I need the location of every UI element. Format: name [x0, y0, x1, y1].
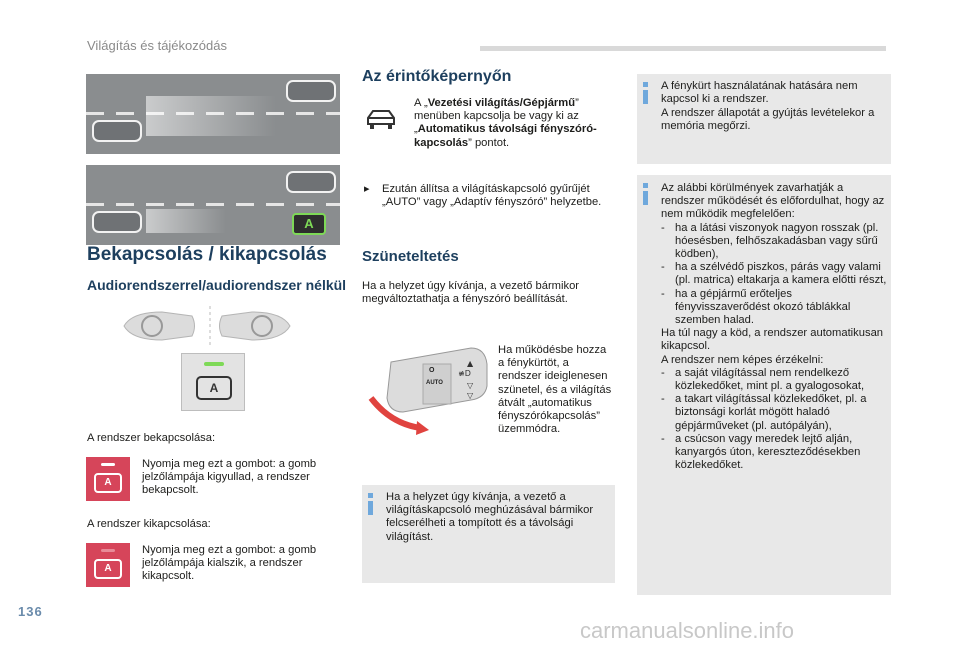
info-box-limitations	[637, 175, 891, 595]
road-illustration-low-beam	[86, 165, 340, 245]
subheading-audio: Audiorendszerrel/audiorendszer nélkül	[87, 277, 347, 293]
list-item: - a csúcson vagy meredek lejtő alján, kanyargós úton, kereszteződésekben közlekedőket.	[661, 432, 861, 472]
on-intro: A rendszer bekapcsolása:	[87, 432, 216, 444]
road-illustration-high-beam	[86, 74, 340, 154]
button-indicator-led	[204, 362, 224, 366]
fog-note: Ha túl nagy a köd, a rendszer automatikusan kikapcsol.	[661, 327, 884, 353]
section-heading-on-off: Bekapcsolás / kikapcsolás	[87, 244, 327, 265]
pause-heading: Szüneteltetés	[362, 248, 459, 265]
stalk-text: Ha működésbe hozza a fénykürtöt, a rendszer ideiglenesen szünetel, és a világítás átvált „automatikus fényszórókapcsolás” üzemmódra.	[498, 344, 612, 436]
touch-suffix: ” pontot.	[468, 136, 510, 149]
header-rule	[480, 46, 886, 51]
info1-line-1: A fénykürt használatának hatására nem kapcsol ki a rendszer.	[661, 80, 858, 106]
touch-menu-name: Vezetési világítás/Gépjármű	[427, 97, 576, 109]
list-item: - ha a látási viszonyok nagyon rosszak (pl. hóesésben, felhőszakadásban vagy sűrű ködben),	[661, 221, 879, 261]
touch-option-name: Automatikus távolsági fényszóró-kapcsolás	[414, 123, 597, 149]
watermark: carmanualsonline.info	[580, 618, 795, 643]
car-icon	[92, 211, 142, 233]
steering-wheels-icon	[122, 306, 292, 346]
auto-lamp-icon: A	[292, 213, 326, 235]
lane-line	[86, 203, 340, 206]
button-on-icon	[86, 457, 130, 501]
headlamp-a-icon: A	[94, 559, 122, 579]
step-text-content: Ezután állítsa a világításkapcsoló gyűrűjét „AUTO” vagy „Adaptív fényszóró” helyzetbe.	[382, 183, 602, 209]
page-number: 136	[18, 604, 43, 619]
car-icon	[286, 171, 336, 193]
list-item: - ha a gépjármű erőteljes fényvisszaverődést okozó táblákkal szemben halad.	[661, 287, 851, 327]
headlight-beam	[146, 209, 226, 233]
headlamp-a-icon: A	[94, 473, 122, 493]
pause-text: Ha a helyzet úgy kívánja, a vezető bármikor megváltoztathatja a fényszóró beállítását.	[362, 280, 580, 306]
svg-text:▽: ▽	[467, 381, 474, 390]
auto-high-beam-button[interactable]	[181, 353, 245, 411]
svg-text:≢D: ≢D	[458, 369, 471, 378]
on-text: Nyomja meg ezt a gombot: a gomb jelzőlámpája kigyullad, a rendszer bekapcsolt.	[142, 458, 317, 497]
light-stalk-illustration	[363, 342, 495, 442]
touch-mid: ” menüben kapcsolja be vagy ki az „	[414, 97, 579, 136]
info-text: Ha a helyzet úgy kívánja, a vezető a világításkapcsoló meghúzásával bármikor felcserélheti a tompított és a távolsági világítást.	[386, 491, 594, 543]
button-off-icon	[86, 543, 130, 587]
stalk-o-label: O	[429, 367, 435, 374]
off-intro: A rendszer kikapcsolása:	[87, 518, 211, 530]
limitations-intro: Az alábbi körülmények zavarhatják a rendszer működését és előfordulhat, hogy az nem működik megfelelően:	[661, 182, 885, 221]
list-item: - a saját világítással nem rendelkező közlekedőket, mint pl. a gyalogosokat,	[661, 366, 865, 393]
car-icon	[286, 80, 336, 102]
info-box-memory	[637, 74, 891, 164]
list-item: - a takart világítással közlekedőket, pl. a biztonsági korlát mögött haladó gépjárműveket (pl. autópályán),	[661, 393, 867, 432]
headlamp-a-icon: A	[196, 376, 232, 400]
stalk-auto-label: AUTO	[426, 380, 443, 386]
arrow-bullet-icon: ▸	[364, 183, 370, 195]
list-item: - ha a szélvédő piszkos, párás vagy valami (pl. matrica) eltakarja a kamera előtti részt,	[661, 261, 887, 287]
svg-text:▽: ▽	[467, 391, 474, 400]
headlight-beam	[146, 96, 276, 136]
header-title: Világítás és tájékozódás	[87, 38, 227, 53]
detect-intro: A rendszer nem képes érzékelni:	[661, 353, 824, 366]
touchscreen-heading: Az érintőképernyőn	[362, 68, 512, 85]
limitations-text	[661, 182, 887, 472]
info-box-flash	[362, 485, 615, 583]
car-icon	[92, 120, 142, 142]
step-text	[364, 183, 614, 209]
car-front-icon	[364, 108, 398, 132]
steering-wheel-illustration	[122, 306, 292, 346]
off-text: Nyomja meg ezt a gombot: a gomb jelzőlámpája kialszik, a rendszer kikapcsolt.	[142, 544, 317, 583]
svg-text:▲: ▲	[467, 359, 474, 368]
touch-prefix: A „	[414, 97, 428, 109]
led-on-icon	[101, 463, 115, 466]
info1-line-2: A rendszer állapotát a gyújtás levételekor a memória megőrzi.	[661, 107, 875, 133]
touchscreen-text	[414, 97, 599, 150]
led-off-icon	[101, 549, 115, 552]
